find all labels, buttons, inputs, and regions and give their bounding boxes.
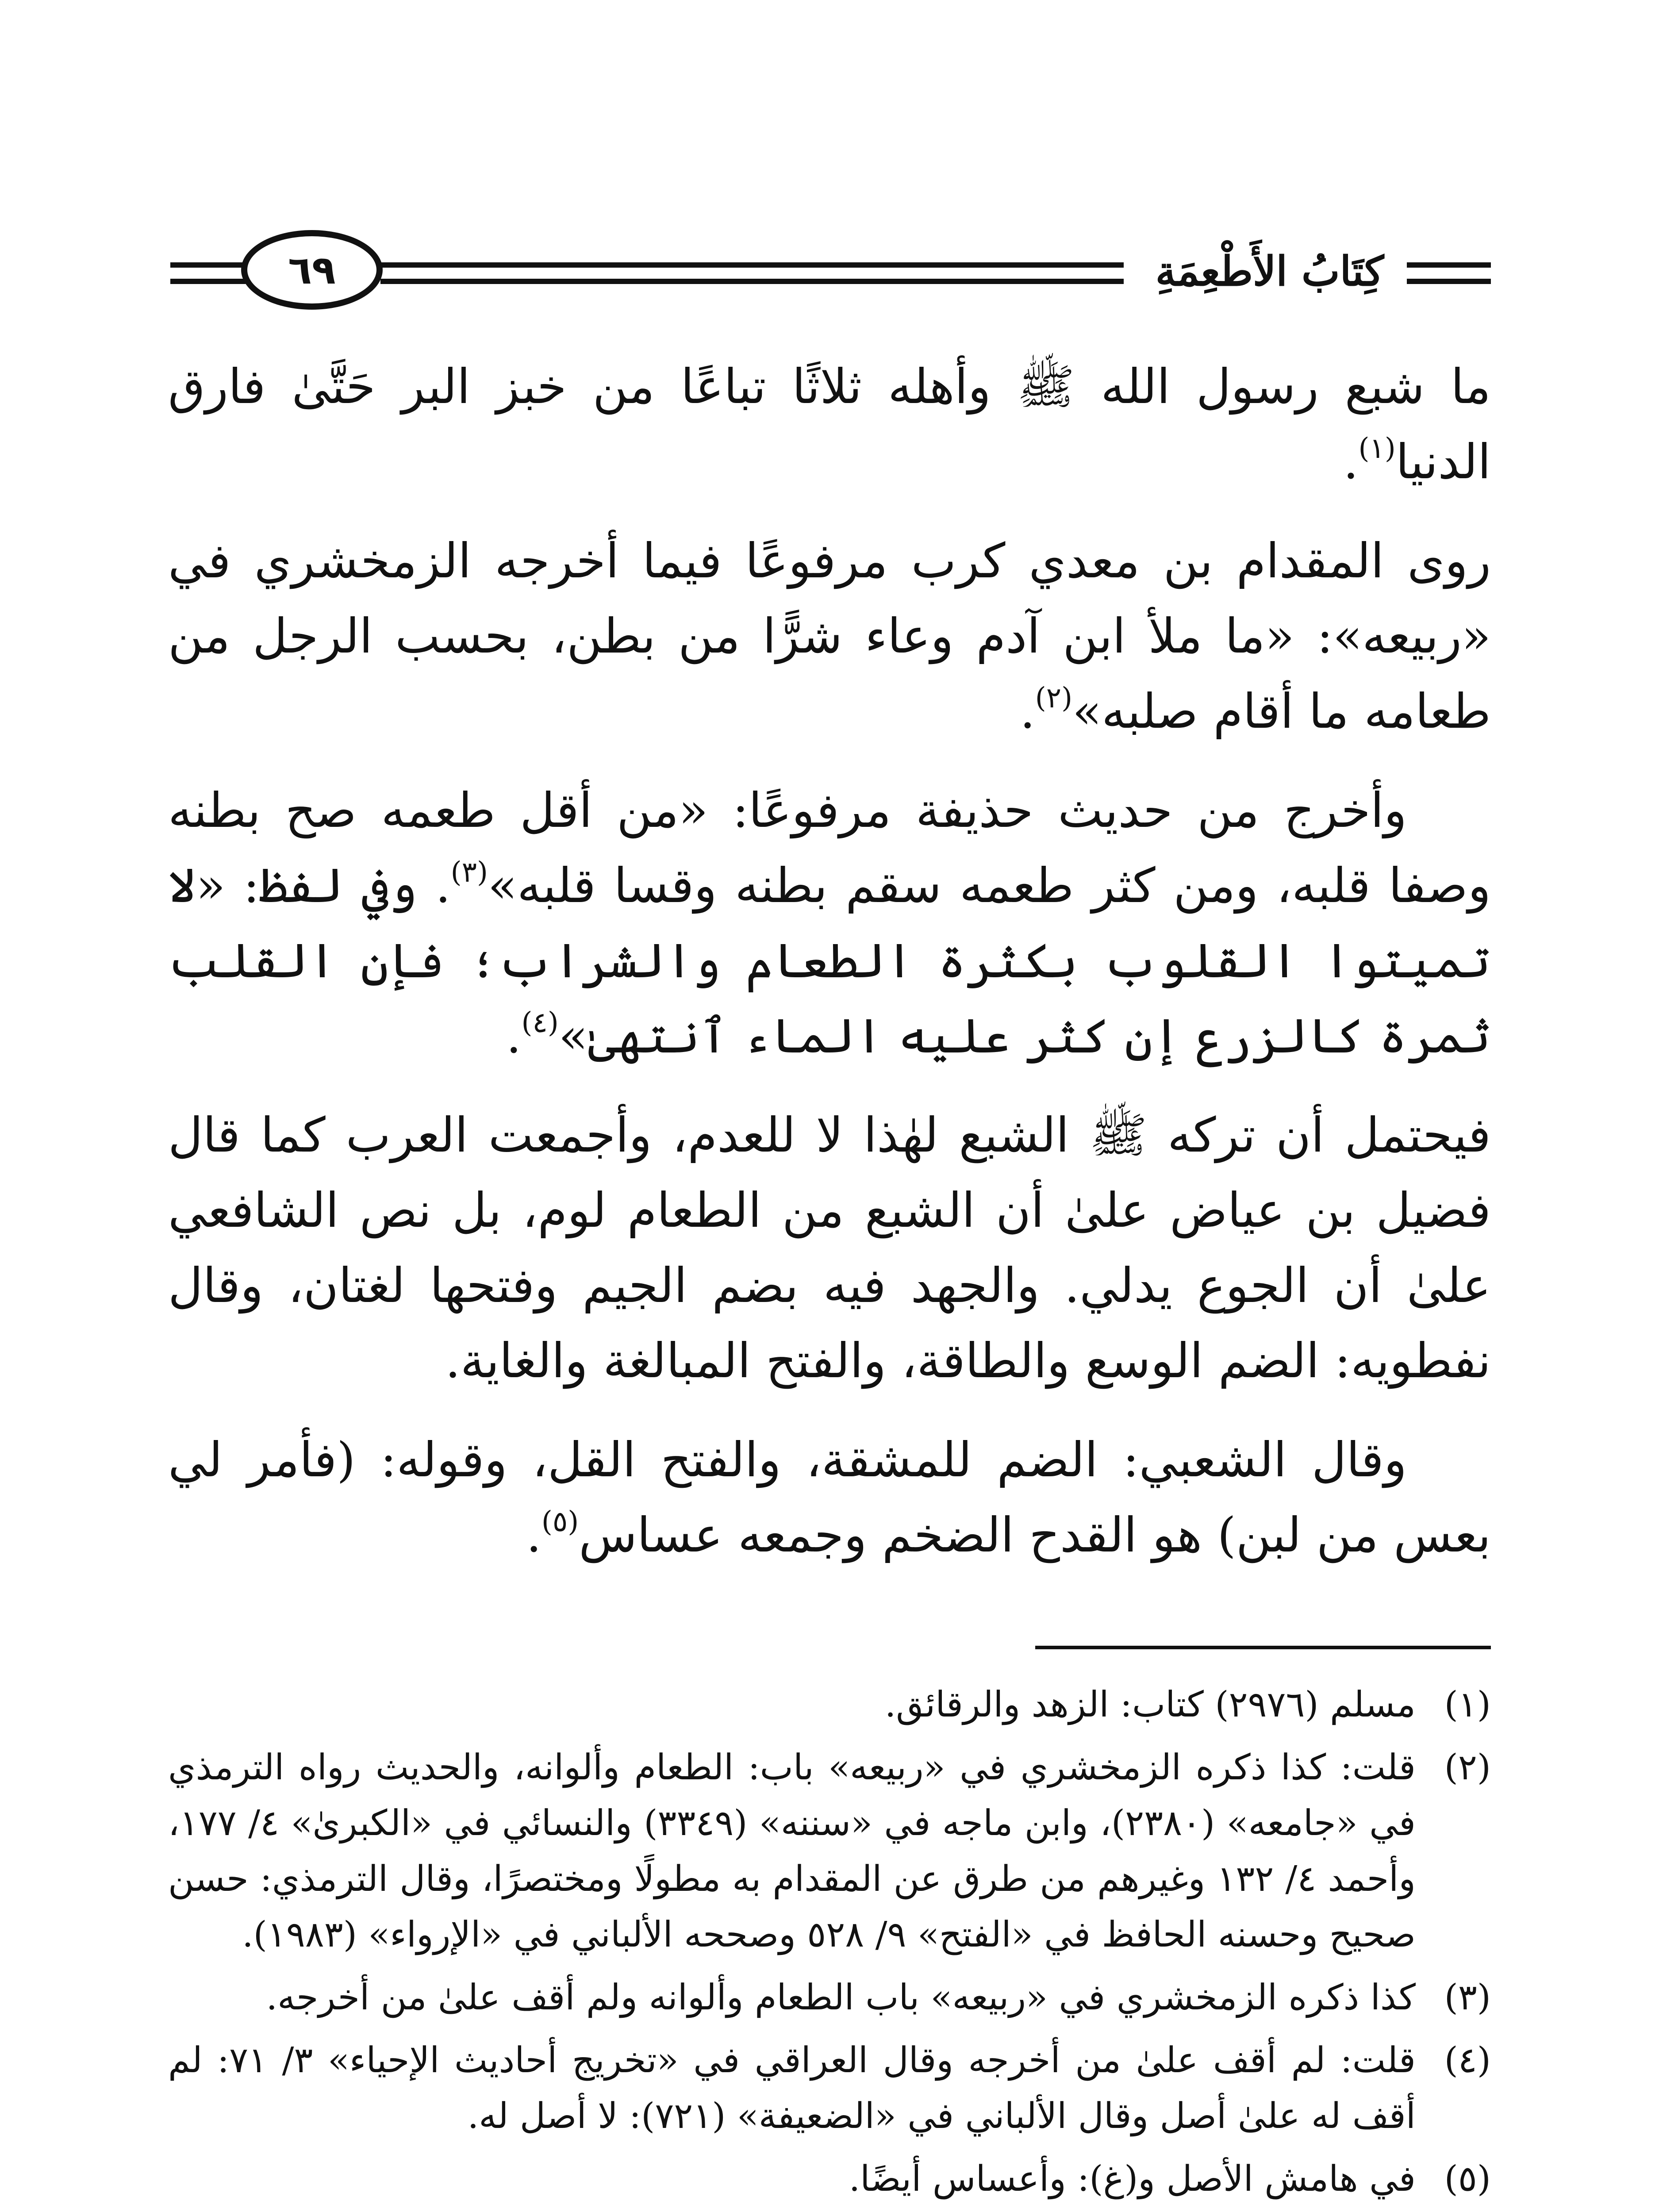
- paragraph-text: وأخرج من حديث حذيفة مرفوعًا: «من أقل طعمه صح بطنه وصفا قلبه، ومن كثر طعمه سقم بطنه وقسا قلبه»: [168, 783, 1491, 914]
- paragraph-text: روى المقدام بن معدي كرب مرفوعًا فيما أخرجه الزمخشري في «ربيعه»: «ما ملأ ابن آدم وعاء شرًّا من بطن، بحسب الرجل من طعامه ما أقام صلبه»: [168, 534, 1491, 739]
- footnote-text: في هامش الأصل و(غ): وأعساس أيضًا.: [849, 2158, 1416, 2199]
- header-rule: [170, 279, 246, 284]
- footnote-ref: (٤): [521, 1006, 559, 1039]
- paragraph-text: ما شبع رسول الله ﷺ وأهله ثلاثًا تباعًا من خبز البر حَتَّىٰ فارق الدنيا: [168, 359, 1491, 490]
- main-text: [168, 349, 1491, 1597]
- footnote-ref: (٣): [450, 856, 488, 889]
- paragraph-text: .: [506, 1009, 522, 1064]
- page-header: [0, 230, 1659, 319]
- footnotes: [168, 1677, 1491, 2212]
- footnote: [168, 1970, 1491, 2025]
- page-number-badge: [241, 230, 383, 310]
- paragraph-text: .: [1020, 684, 1035, 739]
- footnote-ref: (٢): [1035, 682, 1073, 714]
- paragraph-text: . وفي لفظ: «لا تميتوا القلوب بكثرة الطعام والشراب؛ فإن القلب ثمرة كالزرع إن كثر عليه الماء ٱنتهىٰ»: [168, 858, 1491, 1064]
- footnote-ref: (١): [1358, 432, 1396, 465]
- paragraph: [168, 1098, 1491, 1399]
- header-rule: [1407, 262, 1491, 268]
- header-rule: [380, 279, 1124, 284]
- header-rule: [170, 262, 246, 268]
- chapter-title: كِتَابُ الأَطْعِمَةِ: [1155, 247, 1384, 295]
- paragraph-text: .: [526, 1508, 541, 1563]
- footnote-separator: [1035, 1646, 1491, 1649]
- header-rule: [1407, 279, 1491, 284]
- page-number: ٦٩: [288, 247, 336, 293]
- paragraph: [168, 773, 1491, 1074]
- footnote-mark: (١): [1444, 1684, 1491, 1725]
- footnote-ref: (٥): [541, 1505, 579, 1538]
- paragraph: [168, 1423, 1491, 1573]
- footnote-text: مسلم (٢٩٧٦) كتاب: الزهد والرقائق.: [884, 1684, 1416, 1725]
- footnote-mark: (٥): [1444, 2158, 1491, 2199]
- paragraph-text: .: [1343, 434, 1359, 490]
- footnote-text: قلت: كذا ذكره الزمخشري في «ربيعه» باب: الطعام وألوانه، والحديث رواه الترمذي في «جامعه» (٢٣٨٠)، وابن ماجه في «سننه» (٣٣٤٩) والنسائي في «الكبرىٰ» ٤/ ١٧٧، وأحمد ٤/ ١٣٢ وغيرهم من طرق عن المقدام به مطولًا ومختصرًا، وقال الترمذي: حسن صحيح وحسنه الحافظ في «الفتح» ٩/ ٥٢٨ وصححه الألباني في «الإرواء» (١٩٨٣).: [168, 1747, 1416, 1955]
- footnote-text: قلت: لم أقف علىٰ من أخرجه وقال العراقي في «تخريج أحاديث الإحياء» ٣/ ٧١: لم أقف له علىٰ أصل وقال الألباني في «الضعيفة» (٧٢١): لا أصل له.: [168, 2039, 1416, 2136]
- footnote-mark: (٢): [1444, 1747, 1491, 1788]
- header-rule: [380, 262, 1124, 268]
- paragraph-text: فيحتمل أن تركه ﷺ الشبع لهٰذا لا للعدم، وأجمعت العرب كما قال فضيل بن عياض علىٰ أن الشبع من الطعام لوم، بل نص الشافعي علىٰ أن الجوع يدلي. والجهد فيه بضم الجيم وفتحها لغتان، وقال نفطويه: الضم الوسع والطاقة، والفتح المبالغة والغاية.: [168, 1108, 1491, 1389]
- footnote-mark: (٣): [1444, 1977, 1491, 2018]
- footnote: [168, 2151, 1491, 2207]
- paragraph-text: وقال الشعبي: الضم للمشقة، والفتح القل، وقوله: (فأمر لي بعس من لبن) هو القدح الضخم وجمعه عساس: [168, 1432, 1491, 1563]
- footnote: [168, 1677, 1491, 1732]
- paragraph: [168, 349, 1491, 500]
- paragraph: [168, 524, 1491, 749]
- footnote: [168, 1740, 1491, 1962]
- footnote: [168, 2032, 1491, 2144]
- footnote-text: كذا ذكره الزمخشري في «ربيعه» باب الطعام وألوانه ولم أقف علىٰ من أخرجه.: [266, 1977, 1416, 2018]
- footnote-mark: (٤): [1444, 2039, 1491, 2081]
